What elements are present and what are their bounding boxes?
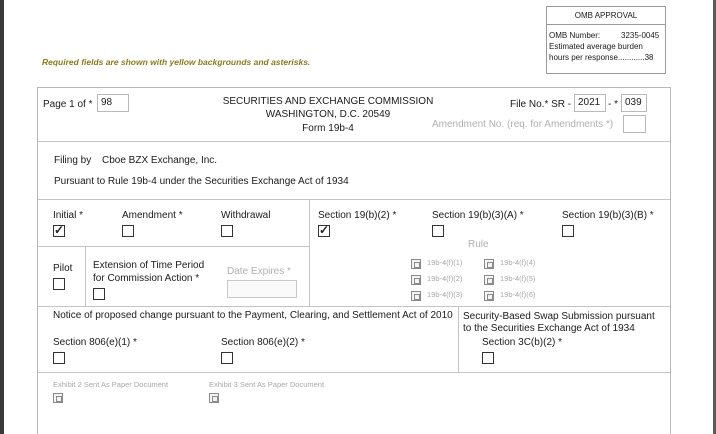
rule-f3-checkbox[interactable] bbox=[411, 291, 421, 301]
rule-f6-checkbox[interactable] bbox=[484, 291, 494, 301]
extension-label-line1: Extension of Time Period bbox=[93, 260, 205, 271]
exhibit2-checkbox[interactable] bbox=[53, 393, 63, 403]
rule-f1-label: 19b-4(f)(1) bbox=[427, 258, 463, 267]
rule-f4-label: 19b-4(f)(4) bbox=[500, 258, 536, 267]
omb-burden-line1: Estimated average burden bbox=[549, 42, 643, 51]
initial-label: Initial * bbox=[53, 210, 84, 221]
section-806e2-label: Section 806(e)(2) * bbox=[221, 337, 305, 348]
section-3cb2-label: Section 3C(b)(2) * bbox=[482, 337, 563, 348]
divider bbox=[85, 246, 86, 306]
amendment-label: Amendment * bbox=[122, 210, 183, 221]
rule-f2-checkbox[interactable] bbox=[411, 275, 421, 285]
file-number-field[interactable]: 039 bbox=[621, 94, 647, 112]
date-expires-label: Date Expires * bbox=[227, 266, 291, 277]
page-total-field[interactable]: 98 bbox=[97, 94, 129, 112]
omb-approval-box bbox=[546, 6, 666, 74]
omb-number-value: 3235-0045 bbox=[621, 31, 660, 40]
swap-line2: to the Securities Exchange Act of 1934 bbox=[463, 323, 635, 334]
section-19b2-label: Section 19(b)(2) * bbox=[318, 210, 397, 221]
rule-f6-label: 19b-4(f)(6) bbox=[500, 290, 536, 299]
swap-line1: Security-Based Swap Submission pursuant bbox=[463, 311, 655, 322]
withdrawal-label: Withdrawal bbox=[221, 210, 271, 221]
exhibit3-checkbox[interactable] bbox=[209, 393, 219, 403]
divider bbox=[38, 306, 670, 307]
rule-f3-label: 19b-4(f)(3) bbox=[427, 290, 463, 299]
rule-f5-label: 19b-4(f)(5) bbox=[500, 274, 536, 283]
divider bbox=[458, 306, 459, 372]
rule-f5-checkbox[interactable] bbox=[484, 275, 494, 285]
required-fields-note: Required fields are shown with yellow backgrounds and asterisks. bbox=[42, 57, 311, 67]
section-19b3b-checkbox[interactable] bbox=[562, 225, 574, 237]
divider bbox=[309, 199, 310, 306]
divider bbox=[38, 372, 670, 373]
pilot-checkbox[interactable] bbox=[53, 278, 65, 290]
extension-label-line2: for Commission Action * bbox=[93, 273, 200, 284]
section-806e1-checkbox[interactable] bbox=[53, 352, 65, 364]
file-no-label: File No.* SR - bbox=[510, 99, 572, 110]
rule-f1-checkbox[interactable] bbox=[411, 259, 421, 269]
amendment-checkbox[interactable] bbox=[122, 225, 134, 237]
form-name: Form 19b-4 bbox=[302, 123, 354, 134]
section-806e1-label: Section 806(e)(1) * bbox=[53, 337, 137, 348]
omb-number-label: OMB Number: bbox=[549, 31, 601, 40]
omb-burden-line2: hours per response............38 bbox=[549, 53, 654, 62]
section-3cb2-checkbox[interactable] bbox=[482, 352, 494, 364]
divider bbox=[38, 199, 670, 200]
amendment-no-label: Amendment No. (req. for Amendments *) bbox=[432, 119, 614, 130]
pilot-label: Pilot bbox=[53, 263, 73, 274]
file-dash: - * bbox=[608, 99, 618, 110]
section-806e2-checkbox[interactable] bbox=[221, 352, 233, 364]
extension-checkbox[interactable] bbox=[93, 288, 105, 300]
filing-by-label: Filing by bbox=[54, 155, 92, 166]
section-19b2-checkbox[interactable] bbox=[318, 225, 330, 237]
date-expires-field[interactable] bbox=[227, 280, 297, 298]
form-19b-4 bbox=[37, 87, 671, 434]
commission-title: SECURITIES AND EXCHANGE COMMISSION bbox=[222, 96, 434, 107]
filer-name: Cboe BZX Exchange, Inc. bbox=[102, 155, 218, 166]
initial-checkbox[interactable] bbox=[53, 225, 65, 237]
commission-address: WASHINGTON, D.C. 20549 bbox=[265, 109, 391, 120]
file-year-field[interactable]: 2021 bbox=[574, 94, 606, 112]
withdrawal-checkbox[interactable] bbox=[221, 225, 233, 237]
divider bbox=[38, 141, 670, 142]
page-label: Page 1 of * bbox=[43, 99, 93, 110]
left-window-edge bbox=[0, 0, 4, 434]
omb-approval-title: OMB APPROVAL bbox=[547, 7, 665, 25]
exhibit3-label: Exhibit 3 Sent As Paper Document bbox=[209, 380, 325, 389]
rule-f4-checkbox[interactable] bbox=[484, 259, 494, 269]
divider bbox=[38, 246, 309, 247]
exhibit2-label: Exhibit 2 Sent As Paper Document bbox=[53, 380, 169, 389]
pcsa-notice: Notice of proposed change pursuant to the Payment, Clearing, and Settlement Act of 2010 bbox=[53, 310, 453, 321]
amendment-no-field[interactable] bbox=[623, 115, 646, 133]
rule-label: Rule bbox=[468, 239, 489, 250]
section-19b3a-checkbox[interactable] bbox=[432, 225, 444, 237]
pursuant-text: Pursuant to Rule 19b-4 under the Securities Exchange Act of 1934 bbox=[54, 176, 349, 187]
section-19b3b-label: Section 19(b)(3)(B) * bbox=[562, 210, 654, 221]
rule-f2-label: 19b-4(f)(2) bbox=[427, 274, 463, 283]
section-19b3a-label: Section 19(b)(3)(A) * bbox=[432, 210, 524, 221]
